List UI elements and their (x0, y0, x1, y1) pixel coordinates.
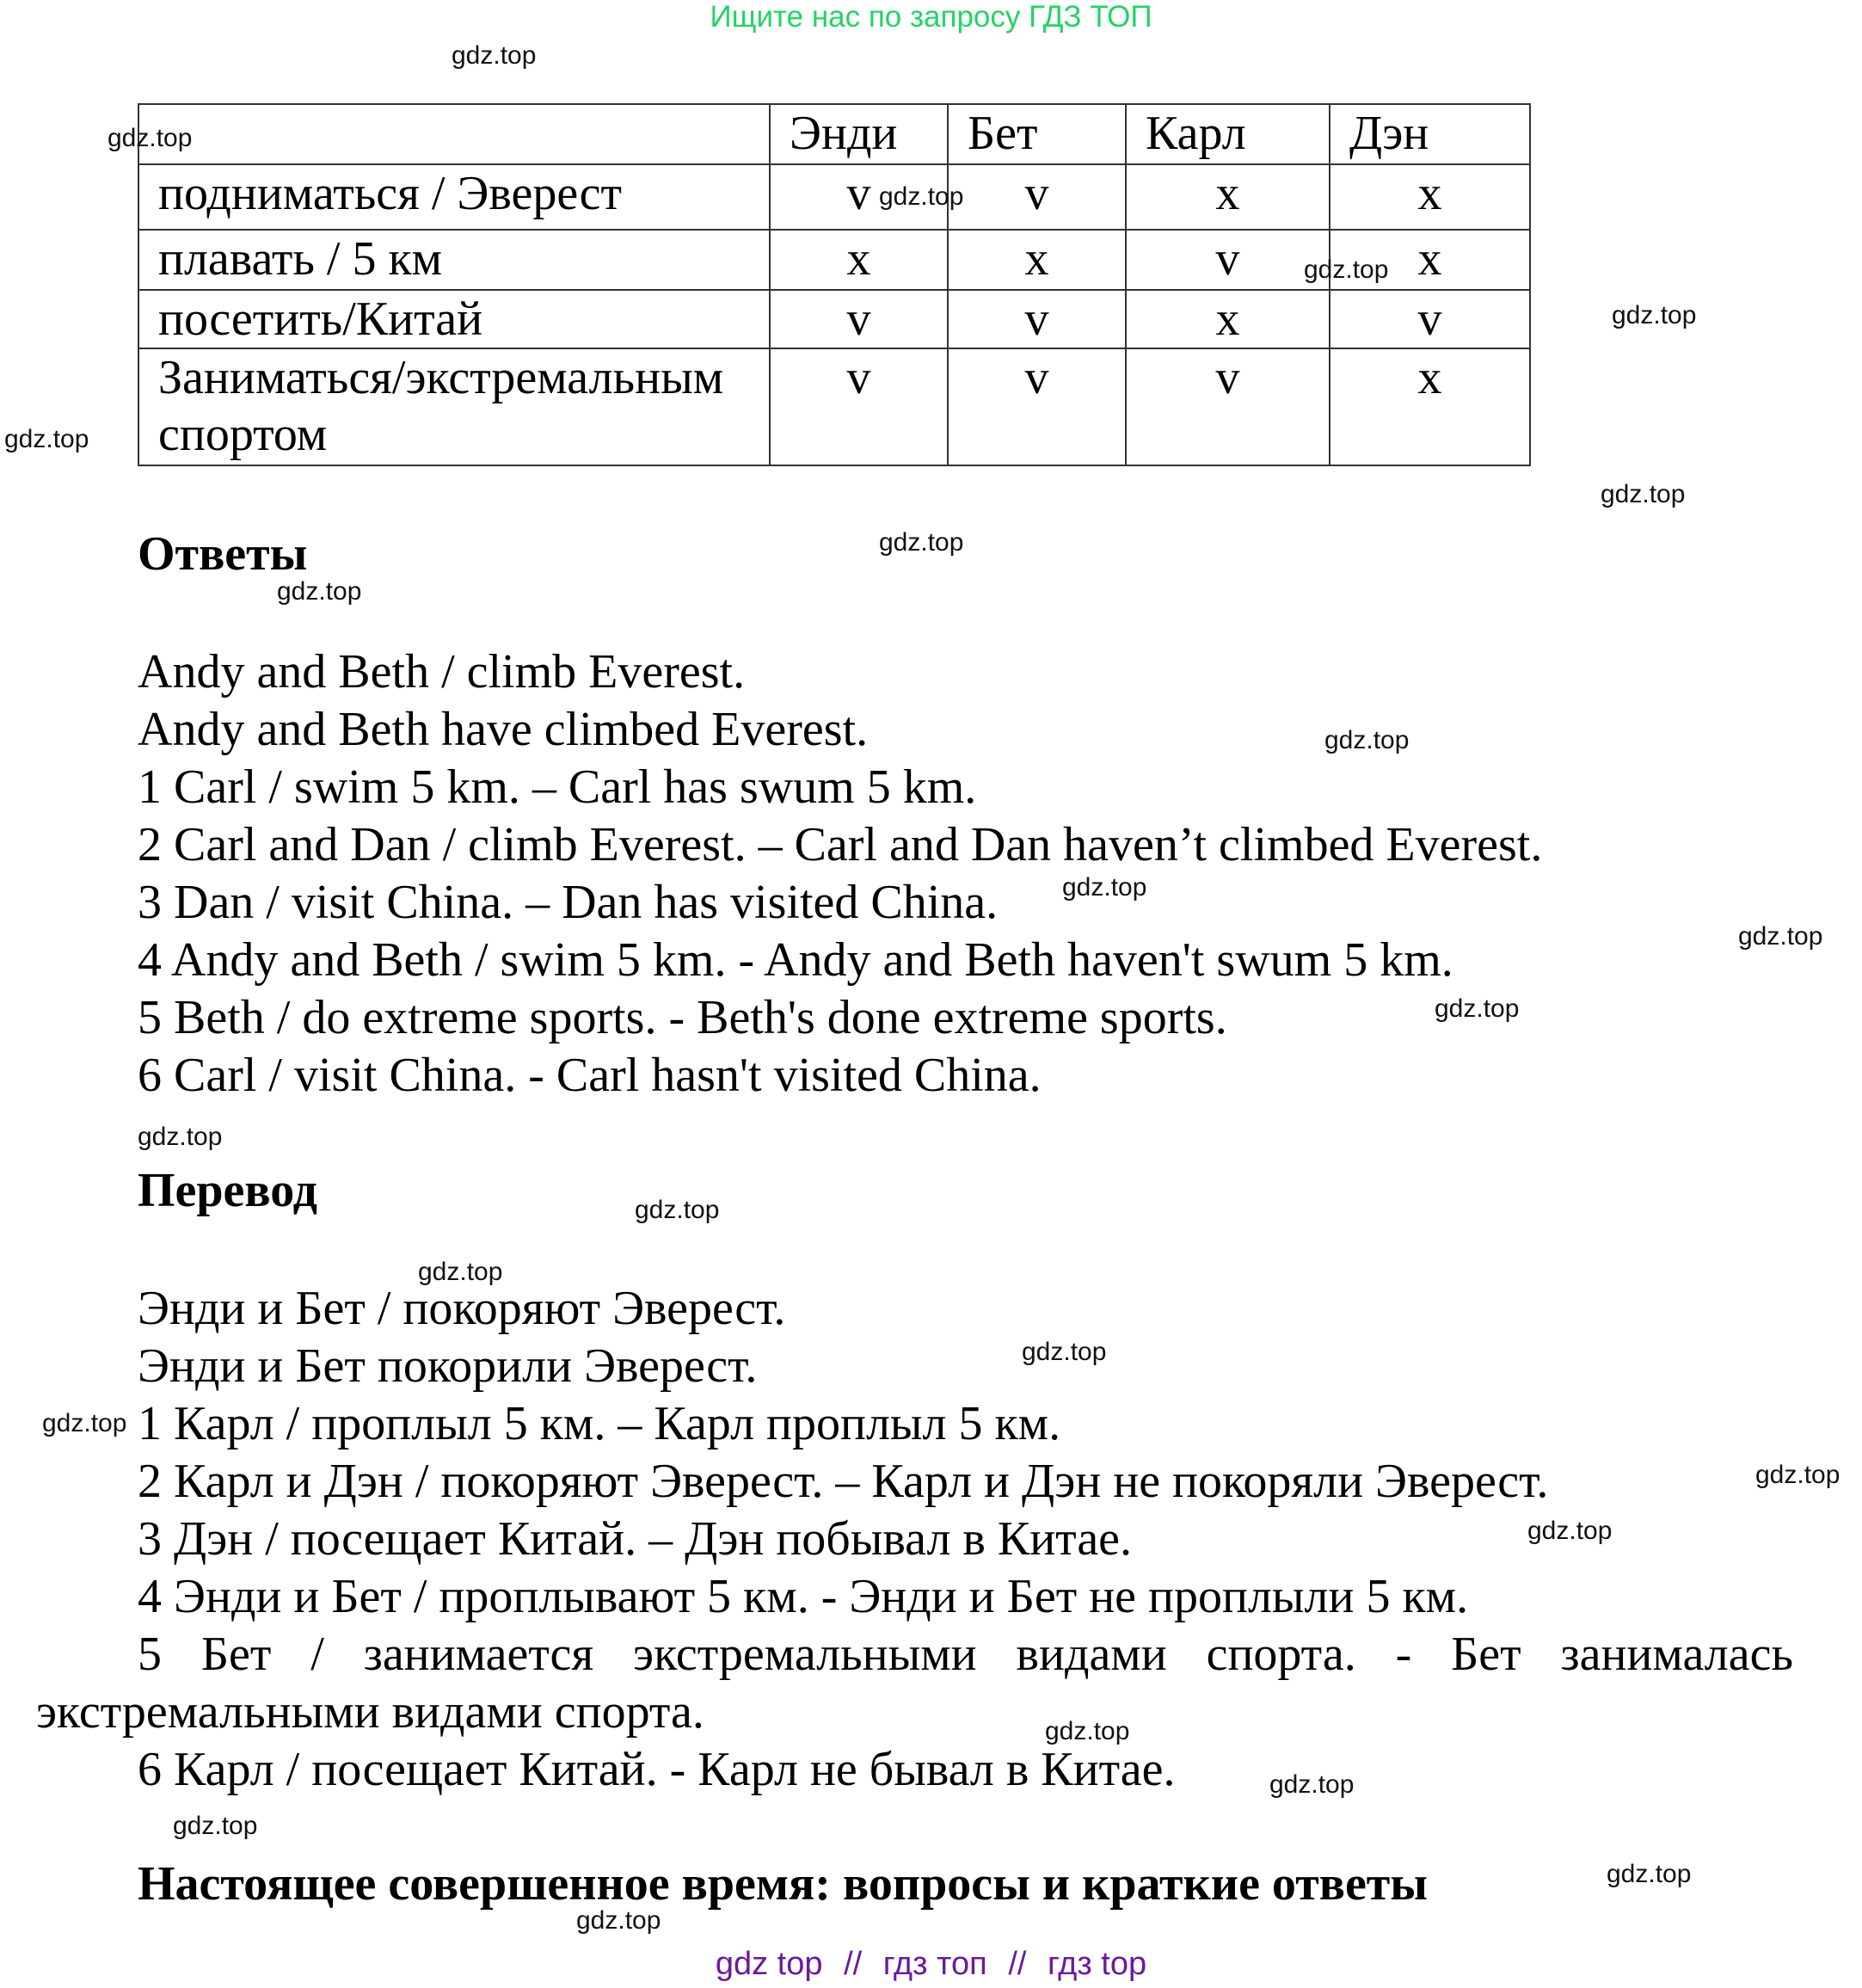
table-cell: x (948, 230, 1126, 290)
table-header-empty (138, 104, 770, 164)
watermark: gdz.top (452, 41, 537, 70)
footer-links (0, 1946, 1862, 1983)
watermark: gdz.top (1324, 726, 1410, 754)
watermark: gdz.top (1755, 1461, 1840, 1489)
table-header-row (138, 104, 1530, 164)
table-row (138, 348, 1530, 465)
watermark: gdz.top (1022, 1338, 1107, 1366)
table-cell: v (770, 348, 948, 465)
answer-line: Andy and Beth / climb Everest. (138, 645, 746, 699)
translation-line: Энди и Бет / покоряют Эверест. (138, 1282, 786, 1335)
footer-link-gdz-top-mixed[interactable]: гдз top (1048, 1946, 1147, 1982)
watermark: gdz.top (1612, 301, 1697, 329)
translation-line: 4 Энди и Бет / проплывают 5 км. - Энди и Бет не проплыли 5 км. (138, 1570, 1469, 1623)
translation-line: 5 Бет / занимается экстремальными видами спорта. - Бет занималась (138, 1628, 1793, 1681)
table-row-label: посетить/Китай (138, 290, 770, 348)
answer-line: 5 Beth / do extreme sports. - Beth's done extreme sports. (138, 991, 1227, 1044)
translation-line: 6 Карл / посещает Китай. - Карл не бывал в Китае. (138, 1743, 1176, 1796)
answer-line: 6 Carl / visit China. - Carl hasn't visited China. (138, 1049, 1042, 1102)
watermark: gdz.top (108, 124, 193, 152)
table-row (138, 290, 1530, 348)
translation-line: экстремальными видами спорта. (36, 1685, 704, 1739)
table-cell: x (770, 230, 948, 290)
table-row (138, 164, 1530, 230)
answers-heading: Ответы (138, 527, 308, 581)
watermark: gdz.top (4, 425, 89, 453)
table-cell: v (770, 164, 948, 230)
table-row-label: Заниматься/экстремальным спортом (138, 348, 770, 465)
watermark: gdz.top (173, 1812, 258, 1840)
watermark: gdz.top (42, 1409, 127, 1437)
watermark: gdz.top (879, 182, 964, 211)
translation-line: Энди и Бет покорили Эверест. (138, 1339, 758, 1393)
translation-line: 2 Карл и Дэн / покоряют Эверест. – Карл и Дэн не покоряли Эверест. (138, 1455, 1549, 1508)
table-header-andy: Энди (770, 104, 948, 164)
table-cell: x (1330, 164, 1530, 230)
answer-line: 2 Carl and Dan / climb Everest. – Carl and Dan haven’t climbed Everest. (138, 818, 1543, 871)
footer-separator: // (1008, 1946, 1027, 1982)
watermark: gdz.top (635, 1196, 720, 1224)
table-row-label: подниматься / Эверест (138, 164, 770, 230)
table-header-dan: Дэн (1330, 104, 1530, 164)
table-cell: v (948, 348, 1126, 465)
footer-link-gdz-top[interactable]: gdz top (715, 1946, 823, 1982)
answer-line: Andy and Beth have climbed Everest. (138, 703, 869, 756)
watermark: gdz.top (418, 1258, 503, 1286)
watermark: gdz.top (138, 1123, 223, 1151)
watermark: gdz.top (1304, 255, 1389, 284)
footer-link-gdz-top-ru[interactable]: гдз топ (882, 1946, 987, 1982)
table-cell: v (770, 290, 948, 348)
watermark: gdz.top (1435, 994, 1520, 1023)
answer-line: 4 Andy and Beth / swim 5 km. - Andy and Beth haven't swum 5 km. (138, 933, 1453, 987)
table-cell: x (1330, 348, 1530, 465)
table-cell: v (1126, 230, 1330, 290)
table-cell: x (1330, 230, 1530, 290)
translation-heading: Перевод (138, 1164, 317, 1217)
watermark: gdz.top (1527, 1517, 1613, 1545)
watermark: gdz.top (1045, 1717, 1130, 1745)
table-header-carl: Карл (1126, 104, 1330, 164)
answer-line: 3 Dan / visit China. – Dan has visited China. (138, 876, 999, 929)
watermark: gdz.top (879, 528, 964, 557)
table-header-beth: Бет (948, 104, 1126, 164)
table-cell: v (948, 164, 1126, 230)
watermark: gdz.top (1738, 922, 1823, 951)
table-cell: x (1126, 290, 1330, 348)
table-cell: v (948, 290, 1126, 348)
table-row-label: плавать / 5 км (138, 230, 770, 290)
watermark: gdz.top (277, 577, 362, 606)
activity-table (138, 103, 1531, 466)
translation-line: 1 Карл / проплыл 5 км. – Карл проплыл 5 км. (138, 1397, 1061, 1450)
answer-line: 1 Carl / swim 5 km. – Carl has swum 5 km. (138, 760, 977, 814)
next-section-heading: Настоящее совершенное время: вопросы и краткие ответы (138, 1857, 1429, 1911)
watermark: gdz.top (576, 1906, 661, 1935)
watermark: gdz.top (1062, 873, 1147, 902)
translation-line: 3 Дэн / посещает Китай. – Дэн побывал в Китае. (138, 1512, 1133, 1566)
table-cell: x (1126, 164, 1330, 230)
search-banner: Ищите нас по запросу ГДЗ ТОП (710, 0, 1152, 34)
watermark: gdz.top (1607, 1860, 1692, 1888)
table-cell: v (1330, 290, 1530, 348)
watermark: gdz.top (1601, 480, 1686, 508)
watermark: gdz.top (1269, 1770, 1355, 1799)
table-cell: v (1126, 348, 1330, 465)
footer-separator: // (844, 1946, 863, 1982)
